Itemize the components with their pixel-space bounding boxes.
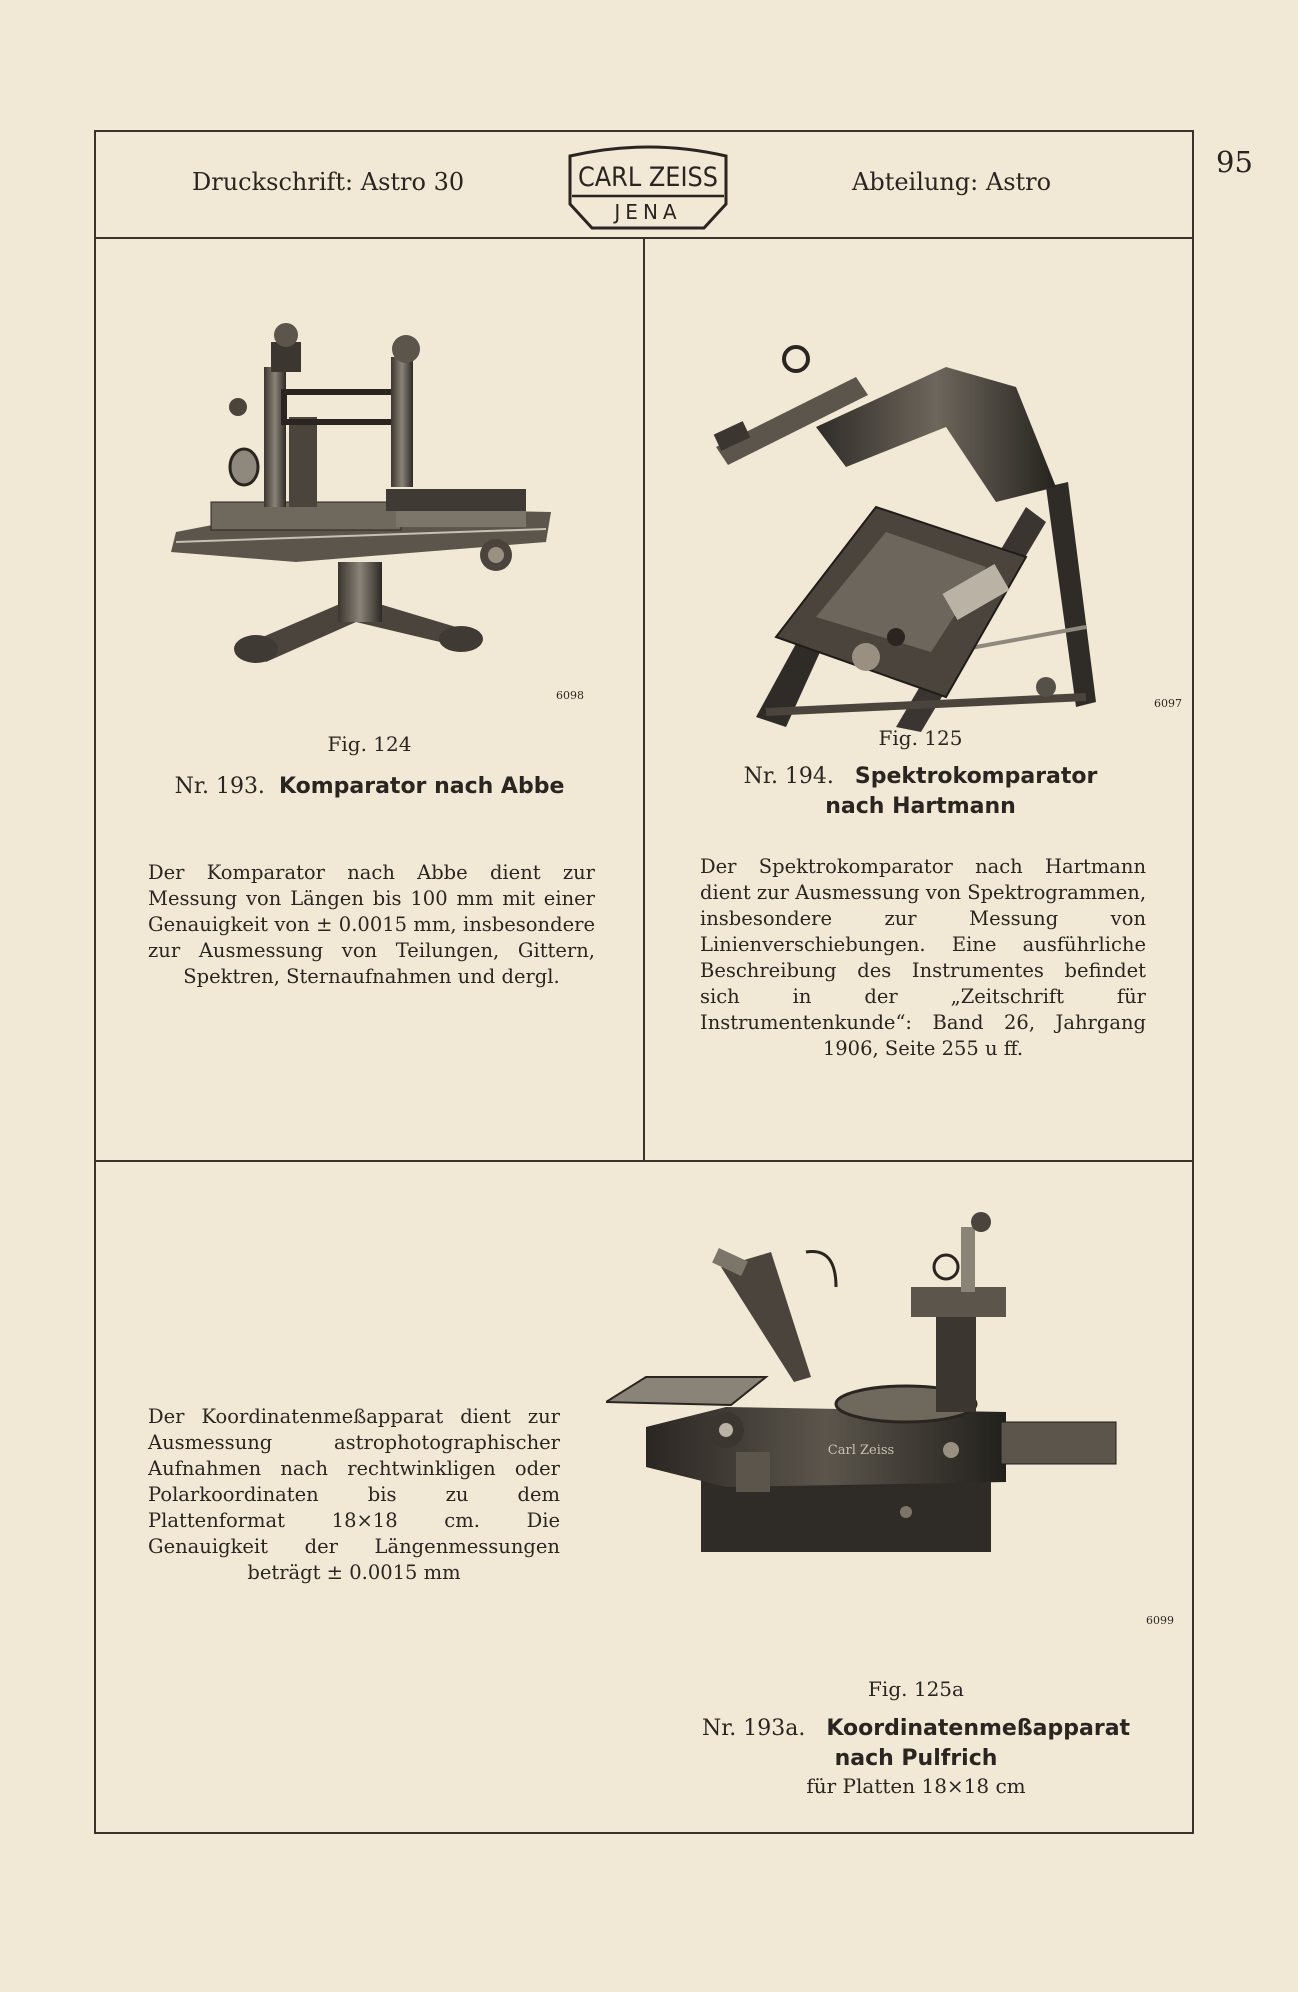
item-194-number: Nr. 194.: [743, 764, 834, 789]
carl-zeiss-jena-logo: [564, 144, 732, 230]
item-194-name-line1: Spektrokomparator: [854, 764, 1098, 789]
koordinatenmessapparat-illustration: [606, 1192, 1156, 1562]
item-193a-title: [641, 1714, 1191, 1774]
figure-caption-124: Fig. 124: [327, 732, 412, 756]
catalog-frame: [94, 130, 1194, 1834]
item-193-name: Komparator nach Abbe: [278, 774, 565, 799]
machine-nameplate: Carl Zeiss: [827, 1443, 895, 1458]
item-193-title: [96, 772, 643, 802]
figure-caption-125a: Fig. 125a: [868, 1677, 964, 1701]
page-header: [96, 132, 1192, 239]
item-193a-subtitle: für Platten 18×18 cm: [806, 1774, 1026, 1798]
department-label: Abteilung: Astro: [852, 168, 1052, 196]
item-194-title: [645, 762, 1196, 822]
item-193a-description: Der Koordinatenmeßapparat dient zur Ausmessung astrophotographischer Aufnahmen nach rechtwinkligen oder Polarkoordinaten bis zu dem Plattenformat 18×18 cm. Die Genauigkeit der Längenmessungen beträgt ± 0.0015 mm: [148, 1405, 560, 1584]
item-193a-number: Nr. 193a.: [701, 1716, 806, 1741]
publication-reference: Druckschrift: Astro 30: [192, 168, 465, 196]
logo-carl-zeiss-text: CARL ZEISS: [578, 162, 718, 193]
page-number: 95: [1216, 145, 1253, 179]
item-194-description: Der Spektrokomparator nach Hartmann dient zur Ausmessung von Spektrogrammen, insbesondere zur Messung von Linienverschiebungen. Eine ausführliche Beschreibung des Instrumentes befindet sich in der „Zeitschrift für Instrumentenkunde“: Band 26, Jahrgang 1906, Seite 255 u ff.: [700, 855, 1147, 1060]
item-193-description: Der Komparator nach Abbe dient zur Messung von Längen bis 100 mm mit einer Genauigkeit von ± 0.0015 mm, insbesondere zur Ausmessung von Teilungen, Gittern, Spektren, Sternaufnahmen und dergl.: [148, 861, 595, 988]
plate-number-6099: 6099: [1146, 1614, 1174, 1627]
item-194-name-line2: nach Hartmann: [825, 794, 1016, 819]
item-193-number: Nr. 193.: [174, 774, 265, 799]
komparator-abbe-illustration: [156, 297, 596, 677]
logo-jena-text: JENA: [614, 200, 682, 224]
plate-number-6098: 6098: [556, 689, 584, 702]
item-193a-name-line2: nach Pulfrich: [834, 1746, 998, 1771]
item-193a-name-line1: Koordinatenmeßapparat: [826, 1716, 1131, 1741]
upper-section: [96, 237, 1192, 1162]
spektrokomparator-illustration: [696, 307, 1136, 747]
plate-number-6097: 6097: [1154, 697, 1182, 710]
figure-caption-125: Fig. 125: [878, 726, 963, 750]
column-divider: [643, 237, 645, 1160]
